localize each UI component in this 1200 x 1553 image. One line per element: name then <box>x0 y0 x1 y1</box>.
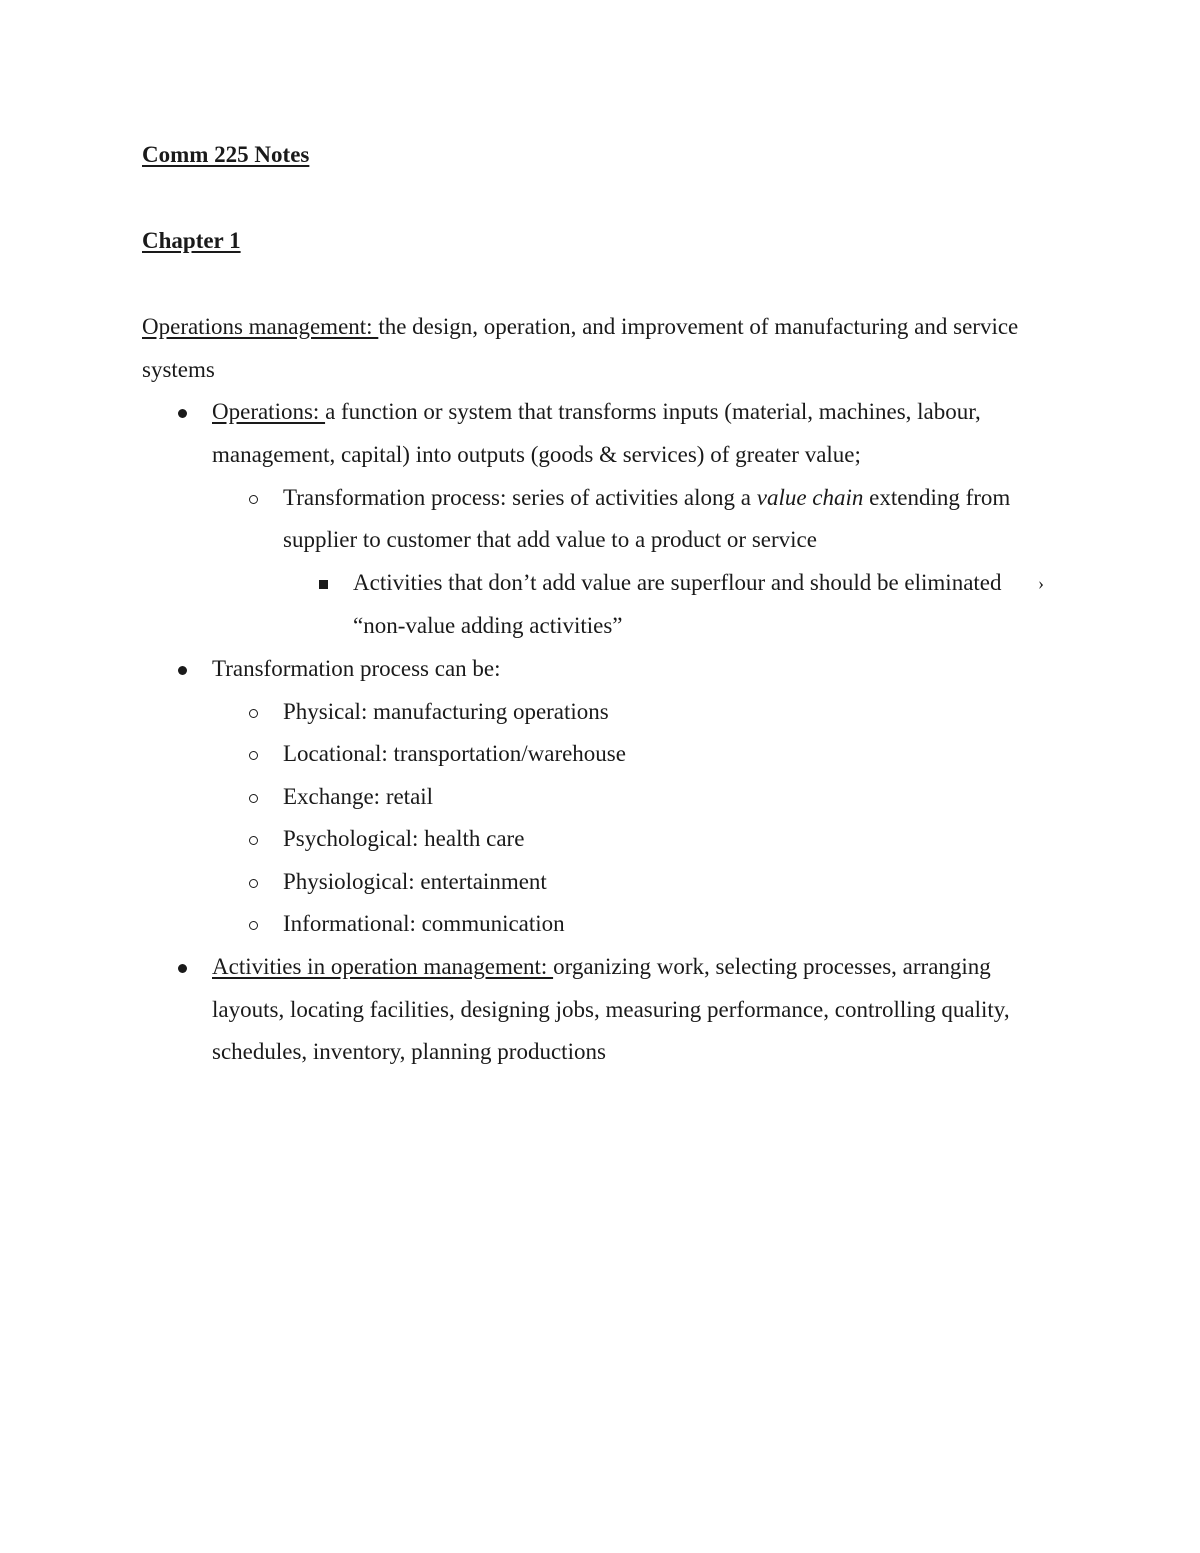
sub-text-pre: Transformation process: series of activities along a <box>283 485 757 510</box>
bullet1-line-1 <box>212 397 981 427</box>
disc-bullet-icon <box>178 952 187 982</box>
bullet3-line-2: layouts, locating facilities, designing jobs, measuring performance, controlling quality, <box>212 997 1010 1022</box>
circle-bullet-icon <box>249 697 258 727</box>
disc-bullet-icon <box>178 397 187 427</box>
disc-bullet-icon <box>178 654 187 684</box>
bullet3-text-1: organizing work, selecting processes, arranging <box>553 954 991 979</box>
square-bullet-icon <box>319 568 328 598</box>
bullet1-line-2: management, capital) into outputs (goods & services) of greater value; <box>212 442 861 467</box>
sub-text-italic: value chain <box>756 485 864 510</box>
definition-text-1: the design, operation, and improvement of manufacturing and service <box>378 314 1019 339</box>
list-item: Physiological: entertainment <box>283 869 547 894</box>
bullet3-term: Activities in operation management: <box>212 954 554 979</box>
bullet2-line: Transformation process can be: <box>212 656 501 681</box>
definition-line-1 <box>142 312 1018 342</box>
definition-line-2: systems <box>142 357 215 382</box>
sub-bullet-line-2: supplier to customer that add value to a product or service <box>283 527 817 552</box>
bullet1-term: Operations: <box>212 399 326 424</box>
subsub-bullet-line-2: “non-value adding activities” <box>353 613 623 638</box>
list-item: Exchange: retail <box>283 784 434 809</box>
list-item: Locational: transportation/warehouse <box>283 741 626 766</box>
circle-bullet-icon <box>249 782 258 812</box>
sub-text-post: extending from <box>863 485 1011 510</box>
list-item: Psychological: health care <box>283 826 525 851</box>
chapter-heading: Chapter 1 <box>142 228 241 253</box>
circle-bullet-icon <box>249 909 258 939</box>
definition-term: Operations management: <box>142 314 379 339</box>
circle-bullet-icon <box>249 824 258 854</box>
document-title: Comm 225 Notes <box>142 142 310 167</box>
circle-bullet-icon <box>249 739 258 769</box>
list-item: Physical: manufacturing operations <box>283 699 609 724</box>
subsub-bullet-line-1: Activities that don’t add value are superflour and should be eliminated <box>353 570 1002 595</box>
bullet1-text-1: a function or system that transforms inputs (material, machines, labour, <box>325 399 981 424</box>
arrow-icon: › <box>1038 573 1044 593</box>
circle-bullet-icon <box>249 867 258 897</box>
sub-bullet-line-1 <box>283 483 1010 513</box>
list-item: Informational: communication <box>283 911 565 936</box>
bullet3-line-3: schedules, inventory, planning productions <box>212 1039 606 1064</box>
circle-bullet-icon <box>249 483 258 513</box>
bullet3-line-1 <box>212 952 991 982</box>
